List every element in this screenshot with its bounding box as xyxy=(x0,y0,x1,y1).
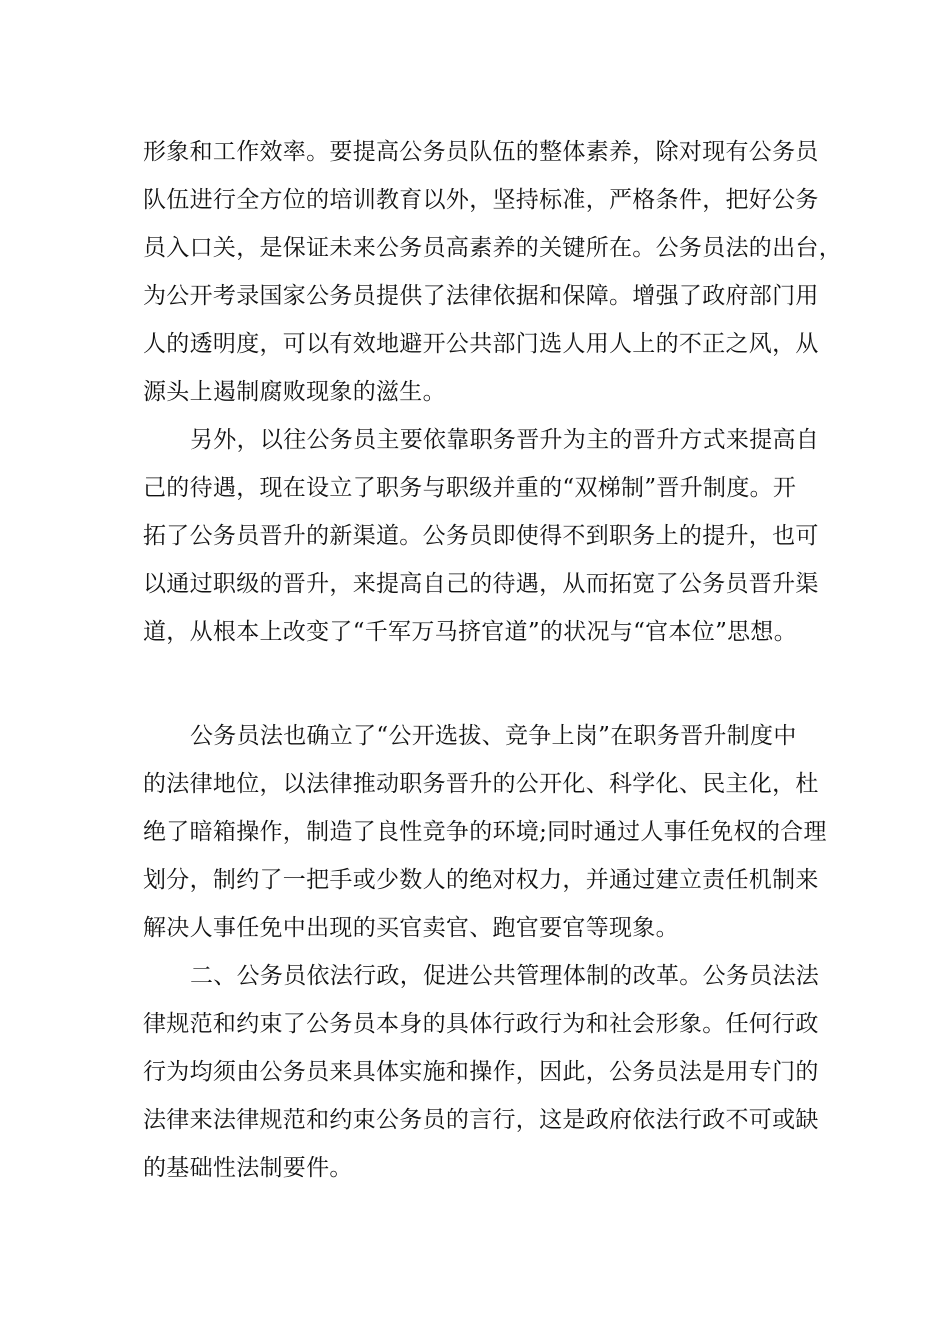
text-line: 律规范和约束了公务员本身的具体行政行为和社会形象。任何行政 xyxy=(143,1011,819,1037)
text-line: 人的透明度，可以有效地避开公共部门选人用人上的不正之风，从 xyxy=(143,331,819,357)
text-line: 员入口关，是保证未来公务员高素养的关键所在。公务员法的出台， xyxy=(143,235,842,261)
text-line: 道，从根本上改变了“千军万马挤官道”的状况与“官本位”思想。 xyxy=(143,619,798,645)
text-line: 形象和工作效率。要提高公务员队伍的整体素养，除对现有公务员 xyxy=(143,139,819,165)
text-line: 解决人事任免中出现的买官卖官、跑官要官等现象。 xyxy=(143,915,679,941)
text-line: 的法律地位，以法律推动职务晋升的公开化、科学化、民主化，杜 xyxy=(143,771,819,797)
text-line: 法律来法律规范和约束公务员的言行，这是政府依法行政不可或缺 xyxy=(143,1107,819,1133)
text-line: 己的待遇，现在设立了职务与职级并重的“双梯制”晋升制度。开 xyxy=(143,475,797,501)
text-line: 行为均须由公务员来具体实施和操作，因此，公务员法是用专门的 xyxy=(143,1059,819,1085)
paragraph-first-line: 二、公务员依法行政，促进公共管理体制的改革。公务员法法 xyxy=(190,963,820,989)
text-line: 队伍进行全方位的培训教育以外，坚持标准，严格条件，把好公务 xyxy=(143,187,819,213)
paragraph-first-line: 公务员法也确立了“公开选拔、竞争上岗”在职务晋升制度中 xyxy=(190,723,797,749)
text-line: 绝了暗箱操作，制造了良性竞争的环境;同时通过人事任免权的合理 xyxy=(143,819,827,845)
text-line: 的基础性法制要件。 xyxy=(143,1155,353,1181)
text-line: 划分，制约了一把手或少数人的绝对权力，并通过建立责任机制来 xyxy=(143,867,819,893)
text-line: 以通过职级的晋升，来提高自己的待遇，从而拓宽了公务员晋升渠 xyxy=(143,571,819,597)
text-line: 源头上遏制腐败现象的滋生。 xyxy=(143,379,446,405)
text-line: 拓了公务员晋升的新渠道。公务员即使得不到职务上的提升，也可 xyxy=(143,523,819,549)
text-line: 为公开考录国家公务员提供了法律依据和保障。增强了政府部门用 xyxy=(143,283,819,309)
paragraph-first-line: 另外，以往公务员主要依靠职务晋升为主的晋升方式来提高自 xyxy=(190,427,820,453)
